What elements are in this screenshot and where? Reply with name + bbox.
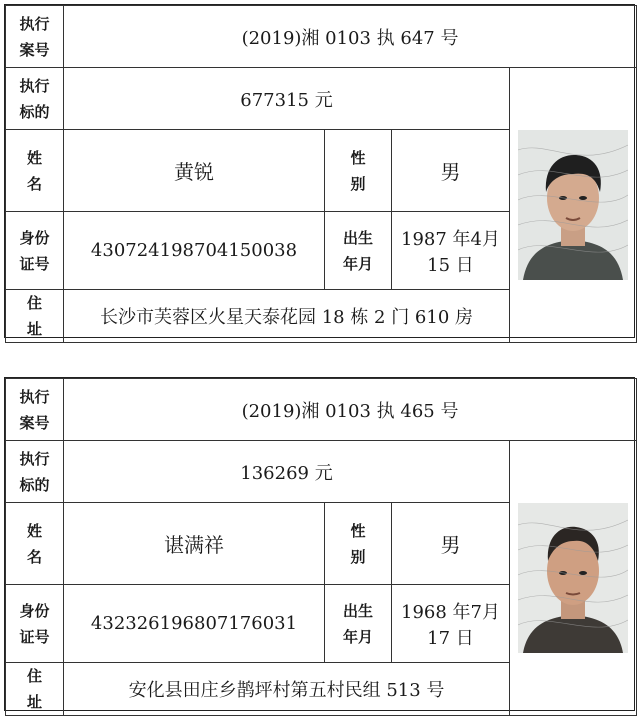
birth-label: 出生 年月 [325, 212, 392, 290]
person-photo-icon [518, 130, 628, 280]
address-label: 住 址 [6, 663, 64, 716]
case-no-label: 执行 案号 [6, 379, 64, 441]
name-label: 姓 名 [6, 130, 64, 212]
gender-value: 男 [392, 130, 510, 212]
record-table [5, 378, 637, 716]
photo-cell [510, 441, 637, 716]
name-value: 黄锐 [64, 130, 325, 212]
person-photo-icon [518, 503, 628, 653]
record-table [5, 5, 637, 343]
birth-value: 1987 年4月 15 日 [392, 212, 510, 290]
birth-value: 1968 年7月 17 日 [392, 585, 510, 663]
id-no-value: 432326196807176031 [64, 585, 325, 663]
address-label: 住 址 [6, 290, 64, 343]
id-no-label: 身份 证号 [6, 212, 64, 290]
amount-label: 执行 标的 [6, 68, 64, 130]
amount-value: 677315 元 [64, 68, 510, 130]
record-card-1 [4, 4, 635, 338]
amount-value: 136269 元 [64, 441, 510, 503]
name-label: 姓 名 [6, 503, 64, 585]
gender-value: 男 [392, 503, 510, 585]
address-value: 安化县田庄乡鹊坪村第五村民组 513 号 [64, 663, 510, 716]
case-no-value: (2019)湘 0103 执 465 号 [64, 379, 637, 441]
record-card-2 [4, 377, 635, 711]
birth-label: 出生 年月 [325, 585, 392, 663]
id-no-value: 430724198704150038 [64, 212, 325, 290]
name-value: 谌满祥 [64, 503, 325, 585]
amount-label: 执行 标的 [6, 441, 64, 503]
gender-label: 性 别 [325, 503, 392, 585]
photo-cell [510, 68, 637, 343]
id-no-label: 身份 证号 [6, 585, 64, 663]
gender-label: 性 别 [325, 130, 392, 212]
case-no-value: (2019)湘 0103 执 647 号 [64, 6, 637, 68]
address-value: 长沙市芙蓉区火星天泰花园 18 栋 2 门 610 房 [64, 290, 510, 343]
case-no-label: 执行 案号 [6, 6, 64, 68]
